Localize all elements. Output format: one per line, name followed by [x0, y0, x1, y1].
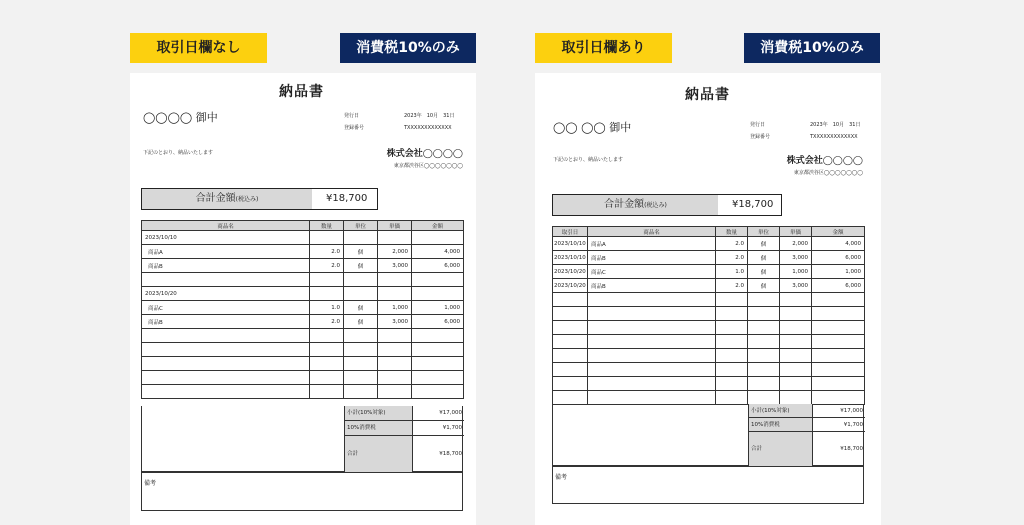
recipient: ◯◯◯◯ 御中: [143, 111, 218, 124]
table-header: [553, 227, 865, 237]
company-name: 株式会社◯◯◯◯: [386, 149, 463, 159]
item-price: 1,000: [378, 301, 412, 315]
grand-total-label: 合計: [748, 432, 812, 466]
item-name: 商品B: [142, 259, 310, 273]
table-row: [142, 385, 464, 399]
item-price: 2,000: [780, 237, 812, 251]
item-amount: 4,000: [412, 245, 464, 259]
item-qty: 2.0: [716, 237, 748, 251]
item-unit: 個: [748, 265, 780, 279]
table-row: [553, 377, 865, 391]
company-address: 東京都渋谷区◯◯◯◯◯◯◯: [393, 163, 463, 169]
col-header: 商品名: [142, 221, 310, 231]
items-table: [552, 226, 865, 405]
table-row: [553, 265, 865, 279]
item-price: 3,000: [780, 279, 812, 293]
item-qty: 2.0: [716, 279, 748, 293]
table-row: [553, 237, 865, 251]
item-date: 2023/10/20: [553, 265, 588, 279]
remarks-label: 備考: [555, 474, 568, 481]
issue-date-value: 2023年 10月 31日: [404, 113, 455, 119]
item-unit: 個: [344, 301, 378, 315]
item-date: 2023/10/20: [553, 279, 588, 293]
recipient: ◯◯ ◯◯ 御中: [553, 121, 632, 134]
col-header: 単価: [780, 227, 812, 237]
registration-label: 登録番号: [750, 134, 771, 140]
table-row: [142, 357, 464, 371]
registration-value: TXXXXXXXXXXXXX: [404, 125, 452, 131]
summary-block: [141, 406, 463, 472]
item-name: 商品B: [588, 279, 716, 293]
issue-info: [344, 110, 454, 134]
table-row: [553, 391, 865, 405]
delivery-note: 下記のとおり、納品いたします: [553, 157, 624, 163]
issue-date-label: 発行日: [750, 122, 766, 128]
tax-label: 10%消費税: [748, 418, 812, 432]
total-amount-box: [141, 188, 378, 210]
item-amount: 6,000: [412, 259, 464, 273]
item-unit: 個: [344, 245, 378, 259]
item-price: 2,000: [378, 245, 412, 259]
item-amount: 1,000: [412, 301, 464, 315]
item-amount: 6,000: [812, 251, 865, 265]
remarks-label: 備考: [144, 480, 157, 487]
items-table: [141, 220, 464, 399]
col-header: 金額: [412, 221, 464, 231]
issue-date-label: 発行日: [344, 113, 360, 119]
table-row: [142, 315, 464, 329]
registration-label: 登録番号: [344, 125, 365, 131]
table-row: [142, 231, 464, 245]
tag-with-date-column: 取引日欄あり: [535, 33, 672, 63]
tax-included-note: (税込み): [235, 196, 259, 203]
col-header: 商品名: [588, 227, 716, 237]
date-group: 2023/10/10: [142, 231, 310, 245]
table-row: [142, 287, 464, 301]
col-header: 取引日: [553, 227, 588, 237]
item-price: 3,000: [378, 315, 412, 329]
item-name: 商品C: [142, 301, 310, 315]
tax-value: ¥1,700: [412, 421, 464, 436]
item-name: 商品A: [588, 237, 716, 251]
table-row: [142, 371, 464, 385]
subtotal-value: ¥17,000: [812, 404, 865, 418]
table-row: [553, 251, 865, 265]
table-row: [142, 343, 464, 357]
item-name: 商品B: [142, 315, 310, 329]
item-qty: 2.0: [310, 259, 344, 273]
table-header: [142, 221, 464, 231]
col-header: 数量: [310, 221, 344, 231]
item-unit: 個: [748, 237, 780, 251]
item-qty: 2.0: [310, 245, 344, 259]
item-unit: 個: [748, 251, 780, 265]
item-price: 3,000: [780, 251, 812, 265]
tax-included-note: (税込み): [644, 202, 667, 209]
grand-total-value: ¥18,700: [812, 432, 865, 466]
col-header: 単位: [344, 221, 378, 231]
item-date: 2023/10/10: [553, 251, 588, 265]
tag-tax-10-left: 消費税10%のみ: [340, 33, 476, 63]
table-row: [553, 349, 865, 363]
item-qty: 2.0: [716, 251, 748, 265]
date-group: 2023/10/20: [142, 287, 310, 301]
remarks-box: [141, 472, 463, 511]
issue-date-value: 2023年 10月 31日: [810, 122, 861, 128]
col-header: 単位: [748, 227, 780, 237]
item-unit: 個: [748, 279, 780, 293]
invoice-sheet-right: [535, 73, 881, 525]
item-unit: 個: [344, 259, 378, 273]
item-qty: 1.0: [716, 265, 748, 279]
table-row: [553, 293, 865, 307]
item-price: 3,000: [378, 259, 412, 273]
company-address: 東京都渋谷区◯◯◯◯◯◯◯: [793, 170, 863, 176]
item-unit: 個: [344, 315, 378, 329]
item-date: 2023/10/10: [553, 237, 588, 251]
item-amount: 1,000: [812, 265, 865, 279]
col-header: 単価: [378, 221, 412, 231]
table-row: [553, 321, 865, 335]
page-title: 納品書: [685, 87, 730, 103]
registration-value: TXXXXXXXXXXXXX: [810, 134, 858, 140]
tax-label: 10%消費税: [344, 421, 412, 436]
subtotal-label: 小計(10%対象): [748, 404, 812, 418]
tag-tax-10-right: 消費税10%のみ: [744, 33, 880, 63]
item-name: 商品A: [142, 245, 310, 259]
item-name: 商品B: [588, 251, 716, 265]
table-row: [553, 279, 865, 293]
total-amount-value: ¥18,700: [326, 193, 368, 204]
item-name: 商品C: [588, 265, 716, 279]
total-amount-value: ¥18,700: [732, 199, 774, 210]
table-row: [553, 363, 865, 377]
table-row: [553, 307, 865, 321]
summary-block: [552, 404, 864, 466]
item-amount: 6,000: [412, 315, 464, 329]
table-row: [553, 335, 865, 349]
col-header: 数量: [716, 227, 748, 237]
table-row: [142, 245, 464, 259]
tag-no-date-column: 取引日欄なし: [130, 33, 267, 63]
page-title: 納品書: [279, 84, 324, 100]
total-amount-box: [552, 194, 782, 216]
item-amount: 6,000: [812, 279, 865, 293]
subtotal-label: 小計(10%対象): [344, 406, 412, 421]
item-qty: 2.0: [310, 315, 344, 329]
table-row: [142, 259, 464, 273]
table-row: [142, 329, 464, 343]
delivery-note: 下記のとおり、納品いたします: [143, 150, 214, 156]
total-amount-label: 合計金額(税込み): [553, 195, 718, 215]
grand-total-label: 合計: [344, 436, 412, 472]
grand-total-value: ¥18,700: [412, 436, 464, 472]
item-qty: 1.0: [310, 301, 344, 315]
remarks-box: [552, 466, 864, 504]
item-price: 1,000: [780, 265, 812, 279]
subtotal-value: ¥17,000: [412, 406, 464, 421]
table-row: [142, 273, 464, 287]
total-amount-label: 合計金額(税込み): [142, 189, 312, 209]
company-name: 株式会社◯◯◯◯: [786, 156, 863, 166]
item-amount: 4,000: [812, 237, 865, 251]
table-row: [142, 301, 464, 315]
invoice-sheet-left: [130, 73, 476, 525]
tax-value: ¥1,700: [812, 418, 865, 432]
col-header: 金額: [812, 227, 865, 237]
issue-info: [750, 119, 860, 143]
